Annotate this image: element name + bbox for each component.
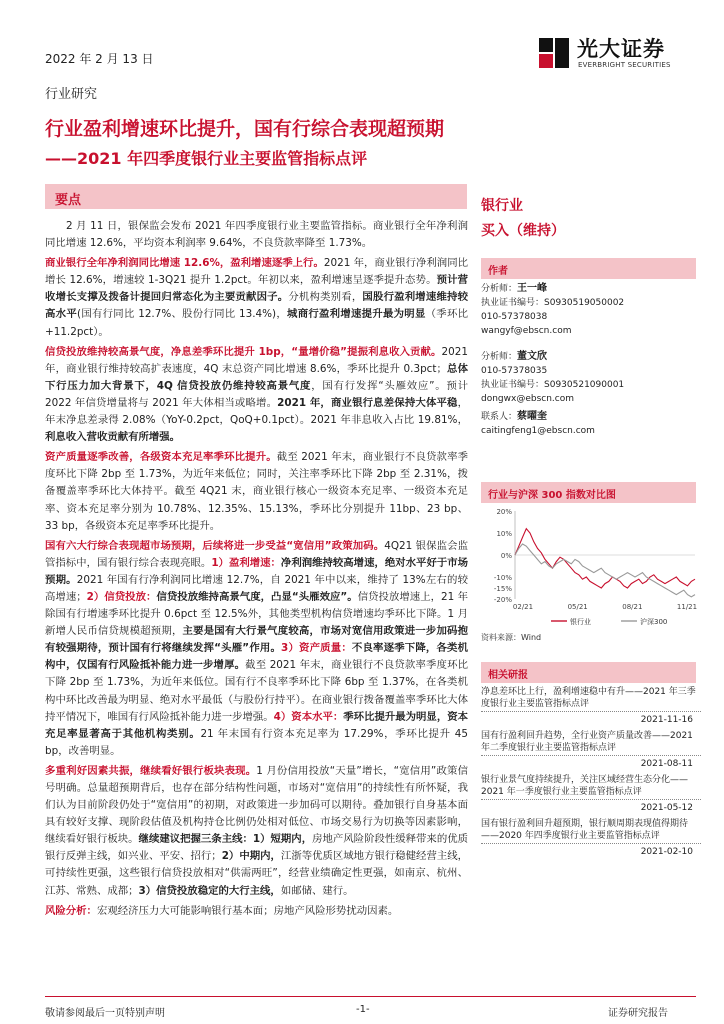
credit-text-2: ，国有行发挥“头雁效应”。预计 2022 年信贷增量将与 2021 年大体相当或略增。 [45, 379, 469, 409]
profit-bold-1: 预计营收增长支撑及拨备计提回归常态化为主要贡献因子。 [45, 274, 469, 304]
outlook-text-2: 房地产风险阶段性缓释带来的优质银行反弹主线，如兴业、平安、招行； [45, 833, 469, 863]
risk-label: 风险分析： [45, 904, 97, 917]
x-tick-label: 11/21 [676, 603, 698, 611]
related-report-title[interactable]: 国有银行盈利回升超预期，银行顺周期表现值得期待——2020 年四季度银行业主要监管指标点评 [481, 819, 689, 841]
page-number: -1- [356, 1004, 370, 1015]
contact [481, 410, 701, 424]
analyst-2-email[interactable]: dongwx@ebscn.com [481, 394, 574, 404]
contact-name: 蔡曜奎 [517, 411, 548, 422]
report-subtitle: ——2021 年四季度银行业主要监管指标点评 [45, 149, 368, 168]
analyst-1-phone: 010-57378038 [481, 312, 548, 322]
analyst-1-label: 分析师： [481, 284, 518, 294]
profit-bold-3: 城商行盈利增速提升最为明显 [287, 308, 426, 321]
state-banks-bold-4: 不良率逐季下降，各类机构中，仅国有行风险抵补能力进一步增厚。 [45, 642, 469, 672]
logo-chinese: 光大证券 [577, 37, 665, 61]
legend-label-0: 银行业 [570, 618, 591, 626]
profit-text-2: 分机构类别看， [288, 291, 363, 304]
contact-label: 联系人： [481, 412, 518, 422]
related-report-date: 2021-08-11 [640, 759, 693, 769]
profit-text-4: （季环比+11.2pct）。 [45, 308, 469, 338]
related-label: 相关研报 [488, 670, 528, 681]
brand-logo [538, 31, 688, 75]
related-report-title[interactable]: 银行业景气度持续提升，关注区域经营生态分化——2021 年一季度银行业主要监管指标点评 [481, 775, 689, 797]
state-banks-paragraph [45, 538, 468, 760]
profit-bold-2: 国股行盈利增速维持较高水平 [45, 291, 469, 321]
related-report-date: 2021-11-16 [640, 715, 693, 725]
state-banks-num-4: 4）资本水平： [273, 710, 344, 723]
report-date: 2022 年 2 月 13 日 [45, 52, 154, 66]
outlook-highlight: 多重利好因素共振，继续看好银行板块表现。 [45, 764, 257, 777]
report-category: 行业研究 [45, 87, 98, 102]
analyst-2-name: 董文欣 [517, 351, 548, 362]
outlook-text-1: 1 月份信用投放“天量”增长，“宽信用”政策信号明确。总量超预期背后，也存在部分结构性问题，市场对“宽信用”的持续性有所怀疑，我们认为目前阶段仍处于“宽信用”的初期，对政策进一步加码可以期待。叠加银行自身基本面具有较好支撑、现阶段估值及机构持仓比例仍处相对低位、市场交易行为切换等因素影响，继续看好银行板块。 [45, 764, 468, 846]
chart-source: 资料来源：Wind [481, 633, 542, 642]
analyst-2-label: 分析师： [481, 352, 518, 362]
y-tick-label: -15% [493, 585, 512, 593]
state-banks-num-1: 1）盈利增速： [211, 556, 281, 569]
related-report-date: 2021-02-10 [640, 847, 693, 857]
footer-report-type: 证券研究报告 [608, 1008, 668, 1019]
profit-text-3: (国有行同比 12.7%、股份行同比 13.4%)， [77, 308, 288, 321]
index-comparison-chart [481, 503, 701, 638]
y-tick-label: 0% [500, 552, 512, 560]
outlook-text-4: 如邮储、建行。 [280, 884, 354, 897]
credit-bold-2: 2021 年，商业银行息差保持大体平稳 [277, 396, 458, 409]
outlook-text-3: 江浙等优质区域地方银行稳健经营主线，可持续性更强，这些银行信贷投放相对“供需两旺”，经营业绩确定性更强，如南京、杭州、江苏、常熟、成都； [45, 850, 469, 897]
profit-text-1: 2021 年，商业银行净利润同比增长 12.6%，增速较 1-3Q21 提升 1.2pct。年初以来，盈利增速呈逐季提升态势。 [45, 257, 468, 287]
state-banks-text-1: 4Q21 银保监会监管指标中，国有银行综合表现亮眼。 [45, 539, 468, 569]
outlook-bold-1: 继续建议把握三条主线：1）短期内， [138, 833, 313, 846]
risk-text: 宏观经济压力大可能影响银行基本面；房地产风险形势扰动因素。 [96, 904, 399, 917]
authors-label: 作者 [488, 266, 508, 277]
state-banks-bold-1: 净利润维持较高增速，绝对水平好于市场预期。 [45, 556, 469, 586]
related-report[interactable] [481, 686, 701, 726]
everbright-logo-icon [538, 34, 570, 70]
outlook-bold-3: 3）信贷投放稳定的大行主线， [138, 884, 281, 897]
asset-quality-paragraph [45, 449, 468, 534]
analyst-2-phone: 010-57378035 [481, 366, 548, 376]
state-banks-bold-3: 主要是国有大行景气度较高，市场对宽信用政策进一步加码抱有较强期待，预计国有行将继续发挥“头雁”作用。 [45, 625, 469, 655]
state-banks-bold-5: 季环比提升最为明显，资本充足率显著高于其他机构类别。 [45, 710, 469, 740]
credit-text-3: ，年末净息差录得 2.08%（YoY-0.2pct，QoQ+0.1pct）。2021 年非息收入占比 19.81%， [45, 396, 468, 427]
asset-quality-text: 截至 2021 年末，商业银行不良贷款率季度环比下降 2bp 至 1.73%，为近年来低位；同时，关注率季环比下降 2bp 至 2.31%，拨备覆盖率季环比大体持平。截至 4Q21 末，商业银行核心一级资本充足率、一级资本充足率、资本充足率分别为 10.78%、12.35%、15.13%，季环比分别提升 11bp、23 bp、33 bp，各级资本充足率季环比提升。 [45, 451, 468, 532]
state-banks-text-5: 21 年末国有行资本充足率为 17.29%，季环比提升 45 bp，改善明显。 [45, 727, 468, 757]
x-tick-label: 05/21 [567, 603, 588, 611]
report-title: 行业盈利增速环比提升，国有行综合表现超预期 [45, 118, 445, 140]
x-tick-label: 08/21 [622, 603, 643, 611]
state-banks-text-4: 截至 2021 年末，商业银行不良贷款率季度环比下降 2bp 至 1.73%，为近年来低位。国有行不良率季环比下降 6bp 至 1.37%，在各类机构中环比改善最为明显、绝对水平最低（与股份行持平）。在商业银行拨备覆盖率季环比大体持平情况下，唯国有行风险抵补能力进一步增强。 [45, 659, 468, 723]
y-tick-label: 20% [496, 508, 512, 516]
intro-paragraph: 2 月 11 日，银保监会发布 2021 年四季度银行业主要监管指标。商业银行全年净利润同比增速 12.6%，平均资本利润率 9.64%，不良贷款率降至 1.73%。 [45, 220, 468, 250]
contact-email[interactable]: caitingfeng1@ebscn.com [481, 426, 595, 436]
rating: 买入（维持） [481, 223, 565, 239]
outlook-bold-2: 2）中期内， [221, 850, 281, 863]
state-banks-text-3: 信贷投放增速上，21 年除国有行增速季环比提升 0.6pct 至 12.5%外，其他类型机构信贷增速均季环比下降。1 月新增人民币信贷规模超预期， [45, 590, 469, 638]
summary-body [45, 218, 468, 923]
series-line-1 [515, 544, 695, 597]
related-report-date: 2021-05-12 [640, 803, 693, 813]
related-report[interactable] [481, 774, 701, 814]
summary-header [45, 184, 467, 209]
chart-header [481, 482, 696, 503]
state-banks-highlight: 国有六大行综合表现超市场预期，后续将进一步受益“宽信用”政策加码。 [45, 539, 385, 552]
related-report[interactable] [481, 730, 701, 770]
risk-paragraph [45, 903, 468, 920]
state-banks-num-3: 3）资产质量： [281, 642, 352, 655]
outlook-paragraph [45, 763, 468, 900]
analyst-1-email[interactable]: wangyf@ebscn.com [481, 326, 572, 336]
related-reports [481, 686, 701, 862]
related-header [481, 662, 696, 683]
y-tick-label: 10% [496, 530, 512, 538]
y-tick-label: -10% [493, 574, 512, 582]
credit-bold-3: 利息收入营收贡献有所增强。 [45, 431, 181, 444]
footer-divider [45, 996, 696, 997]
analyst-1 [481, 282, 701, 296]
logo-english: EVERBRIGHT SECURITIES [578, 61, 671, 69]
credit-bold-1: 总体下行压力加大背景下，4Q 信贷投放仍维持较高景气度 [45, 362, 469, 392]
state-banks-text-2: 2021 年国有行净利润同比增速 12.7%，自 2021 年中以来，维持了 13%左右的较高增速； [45, 573, 468, 603]
chart-label: 行业与沪深 300 指数对比图 [488, 490, 616, 501]
related-report-title[interactable]: 国有行盈利回升趋势，全行业资产质量改善——2021 年二季度银行业主要监管指标点评 [481, 731, 693, 753]
credit-text-1: 2021 年，商业银行维持较高扩表速度，4Q 末总资产同比增速 8.6%，季环比提升 0.3pct； [45, 345, 468, 375]
asset-quality-highlight: 资产质量逐季改善，各级资本充足率季环比提升。 [45, 451, 277, 464]
credit-highlight: 信贷投放维持较高景气度，净息差季环比提升 1bp，“量增价稳”提振利息收入贡献。 [45, 345, 442, 358]
analyst-1-name: 王一峰 [517, 283, 548, 294]
analyst-1-cert: 执业证书编号：S0930519050002 [481, 298, 625, 308]
chart-svg [481, 503, 701, 631]
legend-label-1: 沪深300 [640, 618, 668, 626]
author-block [481, 282, 701, 438]
x-tick-label: 02/21 [512, 603, 534, 611]
profit-paragraph [45, 255, 468, 340]
profit-highlight: 商业银行全年净利润同比增速 12.6%，盈利增速逐季上行。 [45, 257, 324, 270]
y-tick-label: -20% [493, 596, 512, 604]
credit-paragraph [45, 344, 468, 447]
sector-name: 银行业 [481, 198, 523, 214]
related-report-title[interactable]: 净息差环比上行，盈利增速稳中有升——2021 年三季度银行业主要监管指标点评 [481, 687, 696, 709]
series-line-0 [515, 529, 695, 588]
analyst-2-cert: 执业证书编号：S0930521090001 [481, 380, 625, 390]
analyst-2 [481, 350, 701, 364]
state-banks-num-2: 2）信贷投放： [86, 590, 157, 603]
summary-label: 要点 [55, 193, 82, 208]
state-banks-bold-2: 信贷投放维持高景气度，凸显“头雁效应”。 [156, 590, 358, 603]
related-report[interactable] [481, 818, 701, 858]
footer-disclaimer: 敬请参阅最后一页特别声明 [45, 1008, 165, 1019]
authors-header [481, 258, 696, 279]
